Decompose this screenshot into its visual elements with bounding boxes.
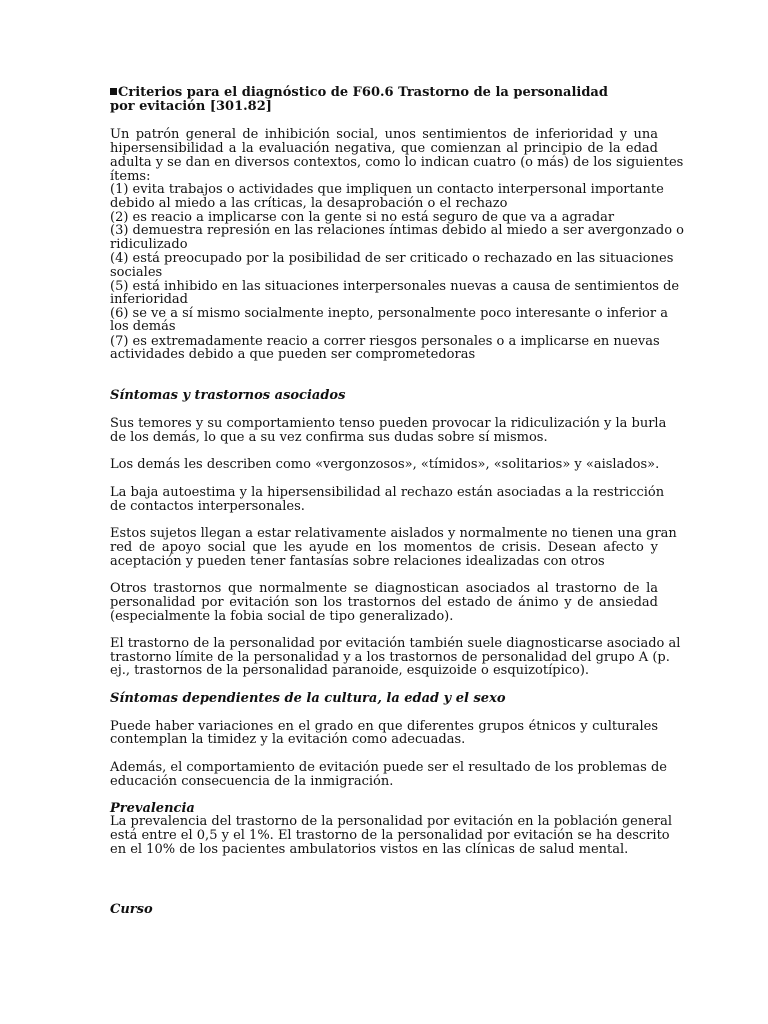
document-title-line2: por evitación [301.82] [110,99,272,114]
section-heading: Síntomas y trastornos asociados [110,388,346,403]
square-bullet-icon [110,88,117,95]
paragraph-line: La baja autoestima y la hipersensibilidad al rechazo están asociadas a la restricción [110,485,665,500]
paragraph-line: educación consecuencia de la inmigración. [110,774,394,789]
paragraph-line: personalidad por evitación son los trastornos del estado de ánimo y de ansiedad [110,595,658,610]
criteria-item: debido al miedo a las críticas, la desaprobación o el rechazo [110,196,508,211]
paragraph-line: Un patrón general de inhibición social, unos sentimientos de inferioridad y una [110,127,658,142]
paragraph-line: de los demás, lo que a su vez confirma sus dudas sobre sí mismos. [110,430,548,445]
paragraph-line: de contactos interpersonales. [110,499,305,514]
criteria-item: sociales [110,265,163,280]
paragraph-line: Sus temores y su comportamiento tenso pueden provocar la ridiculización y la burla [110,416,667,431]
section-heading: Síntomas dependientes de la cultura, la edad y el sexo [110,691,506,706]
paragraph-line: hipersensibilidad a la evaluación negativa, que comienzan al principio de la edad [110,141,658,156]
section-heading: Curso [110,902,153,917]
criteria-item: (5) está inhibido en las situaciones interpersonales nuevas a causa de sentimientos de [110,279,680,294]
criteria-item: (1) evita trabajos o actividades que impliquen un contacto interpersonal importante [110,182,664,197]
paragraph-line: El trastorno de la personalidad por evitación también suele diagnosticarse asociado al [110,636,681,651]
criteria-item: los demás [110,319,176,334]
document-title: Criterios para el diagnóstico de F60.6 Trastorno de la personalidad [110,86,608,100]
criteria-item: (4) está preocupado por la posibilidad de ser criticado o rechazado en las situaciones [110,251,674,266]
paragraph-line: trastorno límite de la personalidad y a los trastornos de personalidad del grupo A (p. [110,650,670,665]
paragraph-line: Además, el comportamiento de evitación puede ser el resultado de los problemas de [110,760,667,775]
paragraph-line: Estos sujetos llegan a estar relativamente aislados y normalmente no tienen una gran [110,526,677,541]
paragraph-line: La prevalencia del trastorno de la personalidad por evitación en la población general [110,814,673,829]
criteria-item: (7) es extremadamente reacio a correr riesgos personales o a implicarse en nuevas [110,334,660,349]
paragraph-line: Los demás les describen como «vergonzosos», «tímidos», «solitarios» y «aislados». [110,457,660,472]
criteria-item: (2) es reacio a implicarse con la gente si no está seguro de que va a agradar [110,210,615,225]
paragraph-line: en el 10% de los pacientes ambulatorios vistos en las clínicas de salud mental. [110,842,629,857]
section-heading: Prevalencia [110,801,195,816]
criteria-item: (3) demuestra represión en las relaciones íntimas debido al miedo a ser avergonzado o [110,223,684,238]
paragraph-line: contemplan la timidez y la evitación como adecuadas. [110,732,466,747]
paragraph-line: Otros trastornos que normalmente se diagnostican asociados al trastorno de la [110,581,658,596]
criteria-item: ridiculizado [110,237,188,252]
paragraph-line: ej., trastornos de la personalidad paranoide, esquizoide o esquizotípico). [110,663,590,678]
paragraph-line: adulta y se dan en diversos contextos, como lo indican cuatro (o más) de los siguientes [110,155,684,170]
criteria-item: actividades debido a que pueden ser comprometedoras [110,347,476,362]
paragraph-line: aceptación y pueden tener fantasías sobre relaciones idealizadas con otros [110,554,605,569]
paragraph-line: Puede haber variaciones en el grado en que diferentes grupos étnicos y culturales [110,719,658,734]
criteria-item: (6) se ve a sí mismo socialmente inepto, personalmente poco interesante o inferior a [110,306,668,321]
paragraph-line: está entre el 0,5 y el 1%. El trastorno de la personalidad por evitación se ha descrito [110,828,670,843]
paragraph-line: (especialmente la fobia social de tipo generalizado). [110,609,454,624]
paragraph-line: ítems: [110,169,151,184]
paragraph-line: red de apoyo social que les ayude en los momentos de crisis. Desean afecto y [110,540,658,555]
criteria-item: inferioridad [110,292,188,307]
